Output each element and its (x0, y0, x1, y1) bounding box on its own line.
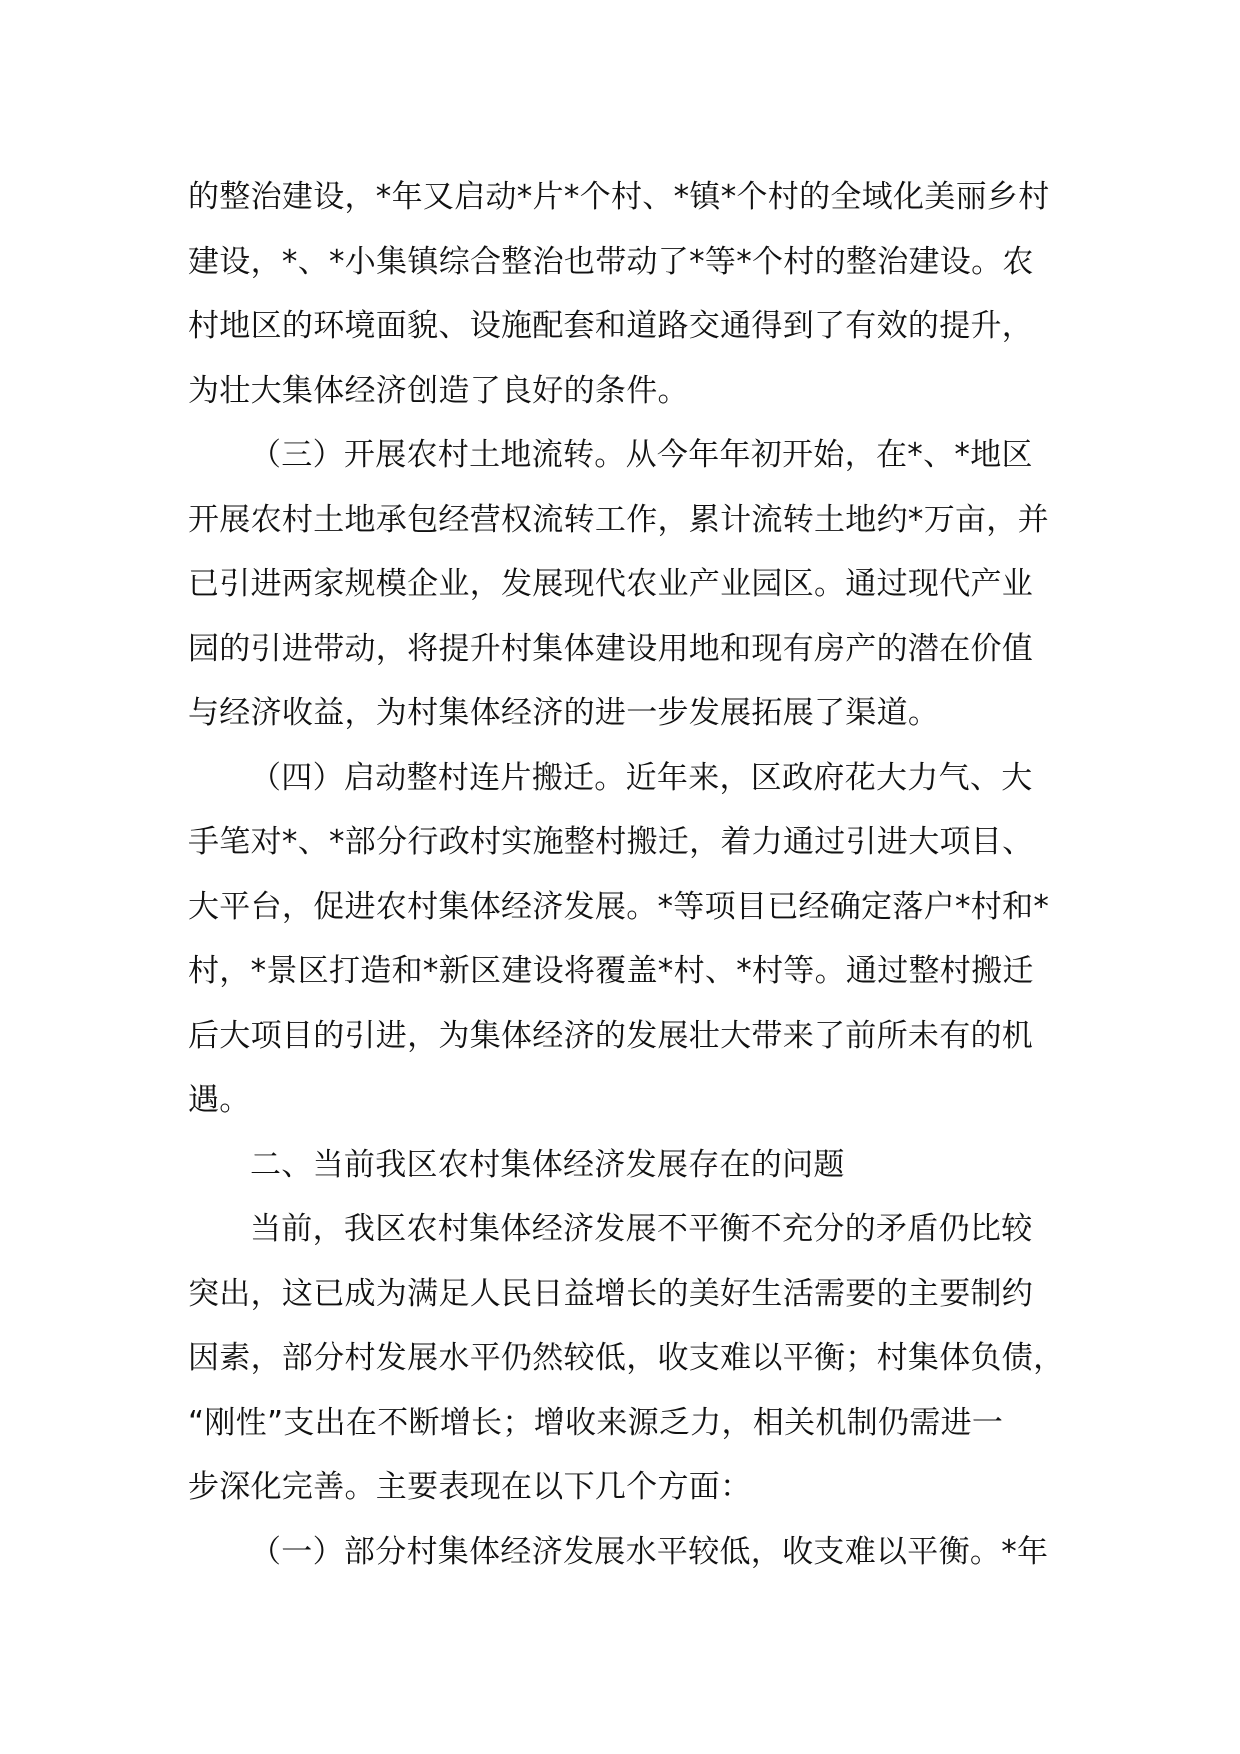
paragraph-line: 突出，这已成为满足人民日益增长的美好生活需要的主要制约 (188, 1275, 1034, 1312)
paragraph-line: 村地区的环境面貌、设施配套和道路交通得到了有效的提升， (188, 308, 1034, 344)
paragraph-line: （一）部分村集体经济发展水平较低，收支难以平衡。*年 (250, 1533, 1049, 1570)
paragraph-line: 步深化完善。主要表现在以下几个方面： (188, 1469, 752, 1505)
paragraph-line: 村，*景区打造和*新区建设将覆盖*村、*村等。通过整村搬迁 (188, 953, 1034, 989)
paragraph-line: 的整治建设，*年又启动*片*个村、*镇*个村的全域化美丽乡村 (188, 179, 1050, 215)
paragraph-line: 已引进两家规模企业，发展现代农业产业园区。通过现代产业 (188, 566, 1034, 602)
paragraph-line: 为壮大集体经济创造了良好的条件。 (188, 372, 689, 409)
paragraph-line: 遇。 (188, 1082, 251, 1118)
body-text (188, 165, 1068, 1584)
paragraph-line: 大平台，促进农村集体经济发展。*等项目已经确定落户*村和* (188, 888, 1050, 925)
section-heading: 二、当前我区农村集体经济发展存在的问题 (250, 1146, 845, 1183)
paragraph-line: 园的引进带动，将提升村集体建设用地和现有房产的潜在价值 (188, 630, 1034, 667)
paragraph-line: 后大项目的引进，为集体经济的发展壮大带来了前所未有的机 (188, 1017, 1034, 1054)
paragraph-line: （四）启动整村连片搬迁。近年来，区政府花大力气、大 (250, 759, 1033, 796)
paragraph-line: 当前，我区农村集体经济发展不平衡不充分的矛盾仍比较 (250, 1211, 1033, 1247)
paragraph-line: 建设，*、*小集镇综合整治也带动了*等*个村的整治建设。农 (188, 243, 1034, 280)
paragraph-line: 手笔对*、*部分行政村实施整村搬迁，着力通过引进大项目、 (188, 824, 1034, 860)
paragraph-line: “刚性”支出在不断增长；增收来源乏力，相关机制仍需进一 (188, 1404, 1004, 1441)
paragraph-line: 因素，部分村发展水平仍然较低，收支难以平衡；村集体负债， (188, 1340, 1065, 1376)
paragraph-line: 与经济收益，为村集体经济的进一步发展拓展了渠道。 (188, 695, 940, 731)
paragraph-line: （三）开展农村土地流转。从今年年初开始，在*、*地区 (250, 437, 1033, 473)
paragraph-line: 开展农村土地承包经营权流转工作，累计流转土地约*万亩，并 (188, 501, 1049, 538)
